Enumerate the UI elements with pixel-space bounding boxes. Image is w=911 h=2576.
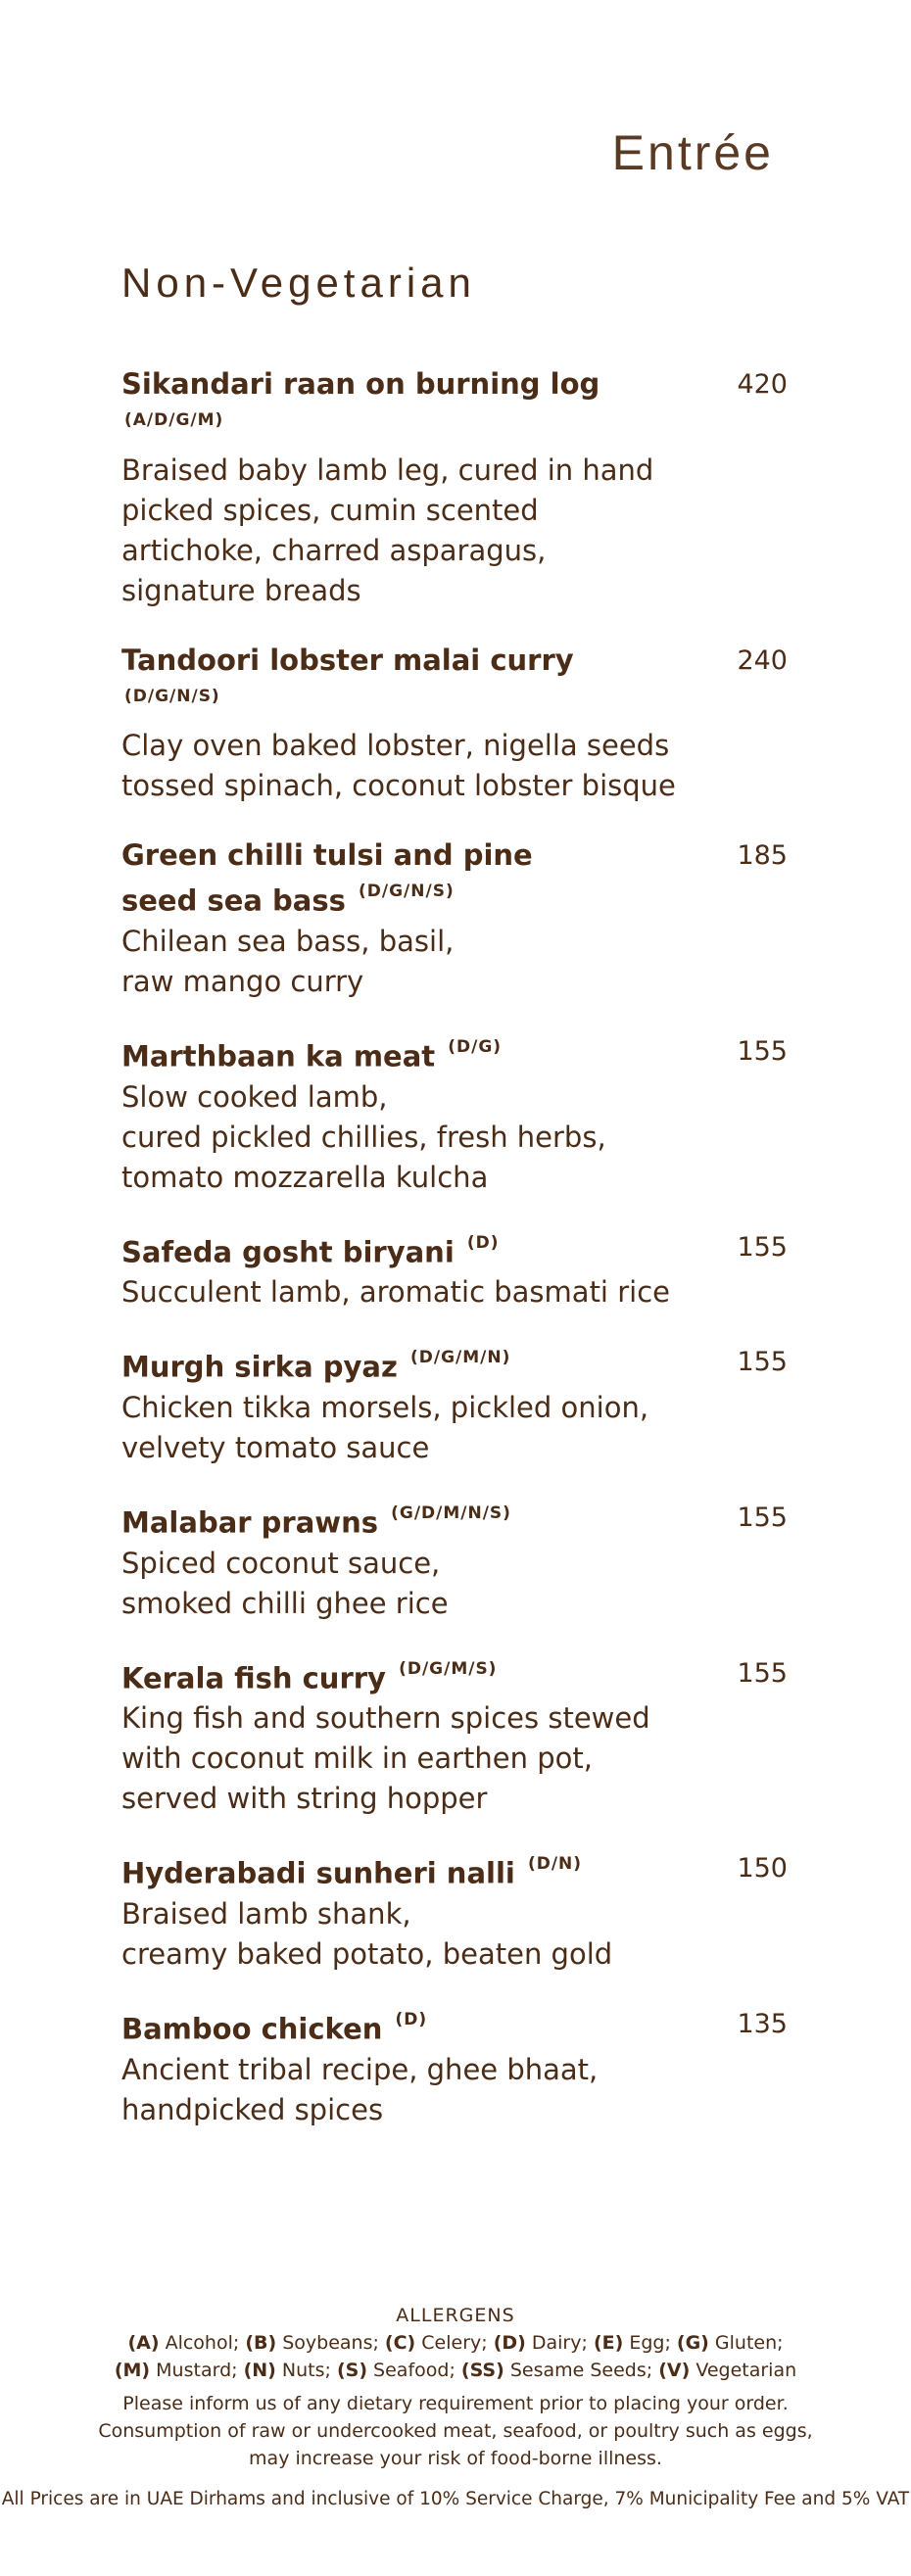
allergen-text: Gluten; — [708, 2332, 784, 2354]
item-name: Tandoori lobster malai curry $^{(D/G/N/S)}$ — [121, 643, 574, 706]
item-description: Slow cooked lamb, cured pickled chillies, fresh herbs, tomato mozzarella kulcha — [121, 1079, 606, 1194]
menu-item — [121, 364, 788, 611]
item-allergens: (D) — [395, 2009, 428, 2029]
allergen-text: Mustard; — [150, 2360, 244, 2381]
item-description: Succulent lamb, aromatic basmati rice — [121, 1275, 670, 1310]
item-price: 155 — [737, 1347, 788, 1378]
item-description: Spiced coconut sauce, smoked chilli ghee rice — [121, 1546, 449, 1620]
item-name: Safeda gosht biryani $^{(D)}$ — [121, 1232, 500, 1269]
allergen-text: Alcohol; — [159, 2332, 246, 2354]
item-allergens: (D) — [466, 1232, 500, 1253]
item-allergens: (G/D/M/N/S) — [391, 1503, 511, 1523]
item-price: 155 — [737, 1035, 788, 1067]
menu-item — [121, 835, 788, 1002]
allergen-text: Seafood; — [367, 2360, 461, 2381]
menu-item — [121, 1653, 788, 1820]
allergen-text: Celery; — [415, 2332, 494, 2354]
item-allergens: (D/N) — [527, 1854, 583, 1875]
allergen-text: Sesame Seeds; — [503, 2360, 659, 2381]
allergen-code: (V) — [658, 2360, 691, 2381]
item-description: Chilean sea bass, basil, raw mango curry — [121, 924, 455, 998]
allergen-code: (S) — [336, 2360, 368, 2381]
item-price: 135 — [737, 2008, 788, 2039]
allergen-code: (C) — [384, 2332, 416, 2354]
item-allergens: (D/G/M/N) — [409, 1348, 511, 1368]
item-price: 240 — [737, 644, 788, 676]
allergens-line-1 — [0, 2329, 911, 2357]
menu-item — [121, 1227, 788, 1313]
item-allergens: (D/G/M/S) — [399, 1658, 498, 1679]
menu-item — [121, 1031, 788, 1198]
menu-list — [121, 364, 788, 2160]
menu-item — [121, 641, 788, 807]
item-description: King fish and southern spices stewed with coconut milk in earthen pot, served with string hopper — [121, 1701, 650, 1816]
allergens-legend — [0, 2302, 911, 2384]
item-allergens: (D/G) — [448, 1036, 503, 1057]
section-title: Entrée — [611, 125, 774, 180]
allergen-code: (N) — [243, 2360, 276, 2381]
allergen-code: (G) — [676, 2332, 709, 2354]
item-description: Chicken tikka morsels, pickled onion, velvety tomato sauce — [121, 1390, 649, 1464]
item-price: 150 — [737, 1853, 788, 1884]
allergens-label: ALLERGENS — [396, 2305, 515, 2326]
item-name: Hyderabadi sunheri nalli $^{(D/N)}$ — [121, 1854, 583, 1890]
item-name: Malabar prawns $^{(G/D/M/N/S)}$ — [121, 1503, 511, 1540]
item-name: Green chilli tulsi and pine seed sea bass $^{(D/G/N/S)}$ — [121, 838, 533, 918]
item-name: Marthbaan ka meat $^{(D/G)}$ — [121, 1036, 503, 1073]
menu-item — [121, 2004, 788, 2130]
category-title: Non-Vegetarian — [121, 260, 476, 306]
item-price: 155 — [737, 1231, 788, 1263]
allergen-code: (B) — [245, 2332, 277, 2354]
prices-note: All Prices are in UAE Dirhams and inclusive of 10% Service Charge, 7% Municipality Fee and 5% VAT — [1, 2489, 910, 2509]
allergen-text: Egg; — [623, 2332, 677, 2354]
menu-item — [121, 1342, 788, 1468]
item-description: Braised lamb shank, creamy baked potato, beaten gold — [121, 1896, 613, 1971]
allergen-code: (E) — [593, 2332, 624, 2354]
item-price: 155 — [737, 1657, 788, 1689]
item-name: Bamboo chicken $^{(D)}$ — [121, 2009, 428, 2046]
allergen-code: (SS) — [460, 2360, 504, 2381]
allergen-text: Vegetarian — [690, 2360, 797, 2381]
allergen-text: Soybeans; — [276, 2332, 385, 2354]
menu-item — [121, 1498, 788, 1624]
allergen-text: Dairy; — [525, 2332, 594, 2354]
allergens-line-2 — [0, 2357, 911, 2384]
item-name: Murgh sirka pyaz $^{(D/G/M/N)}$ — [121, 1348, 511, 1384]
allergen-code: (A) — [127, 2332, 160, 2354]
allergen-text: Nuts; — [275, 2360, 337, 2381]
item-allergens: (D/G/N/S) — [124, 686, 220, 706]
item-description: Clay oven baked lobster, nigella seeds tossed spinach, coconut lobster bisque — [121, 729, 676, 803]
item-price: 420 — [737, 369, 788, 400]
dietary-notice: Please inform us of any dietary requirement prior to placing your order. Consumption of raw or undercooked meat, seafood, or poultry such as eggs, may increase your risk of food-borne illness. — [98, 2393, 813, 2469]
menu-item — [121, 1848, 788, 1975]
allergen-code: (M) — [114, 2360, 151, 2381]
item-description: Ancient tribal recipe, ghee bhaat, handpicked spices — [121, 2052, 599, 2126]
item-name: Sikandari raan on burning log $^{(A/D/G/M)}$ — [121, 367, 600, 430]
item-allergens: (A/D/G/M) — [124, 410, 224, 430]
item-price: 155 — [737, 1502, 788, 1533]
item-description: Braised baby lamb leg, cured in hand picked spices, cumin scented artichoke, charred asparagus, signature breads — [121, 453, 654, 607]
item-name: Kerala fish curry $^{(D/G/M/S)}$ — [121, 1658, 498, 1695]
allergen-code: (D) — [493, 2332, 526, 2354]
item-price: 185 — [737, 840, 788, 872]
item-allergens: (D/G/N/S) — [359, 882, 455, 902]
